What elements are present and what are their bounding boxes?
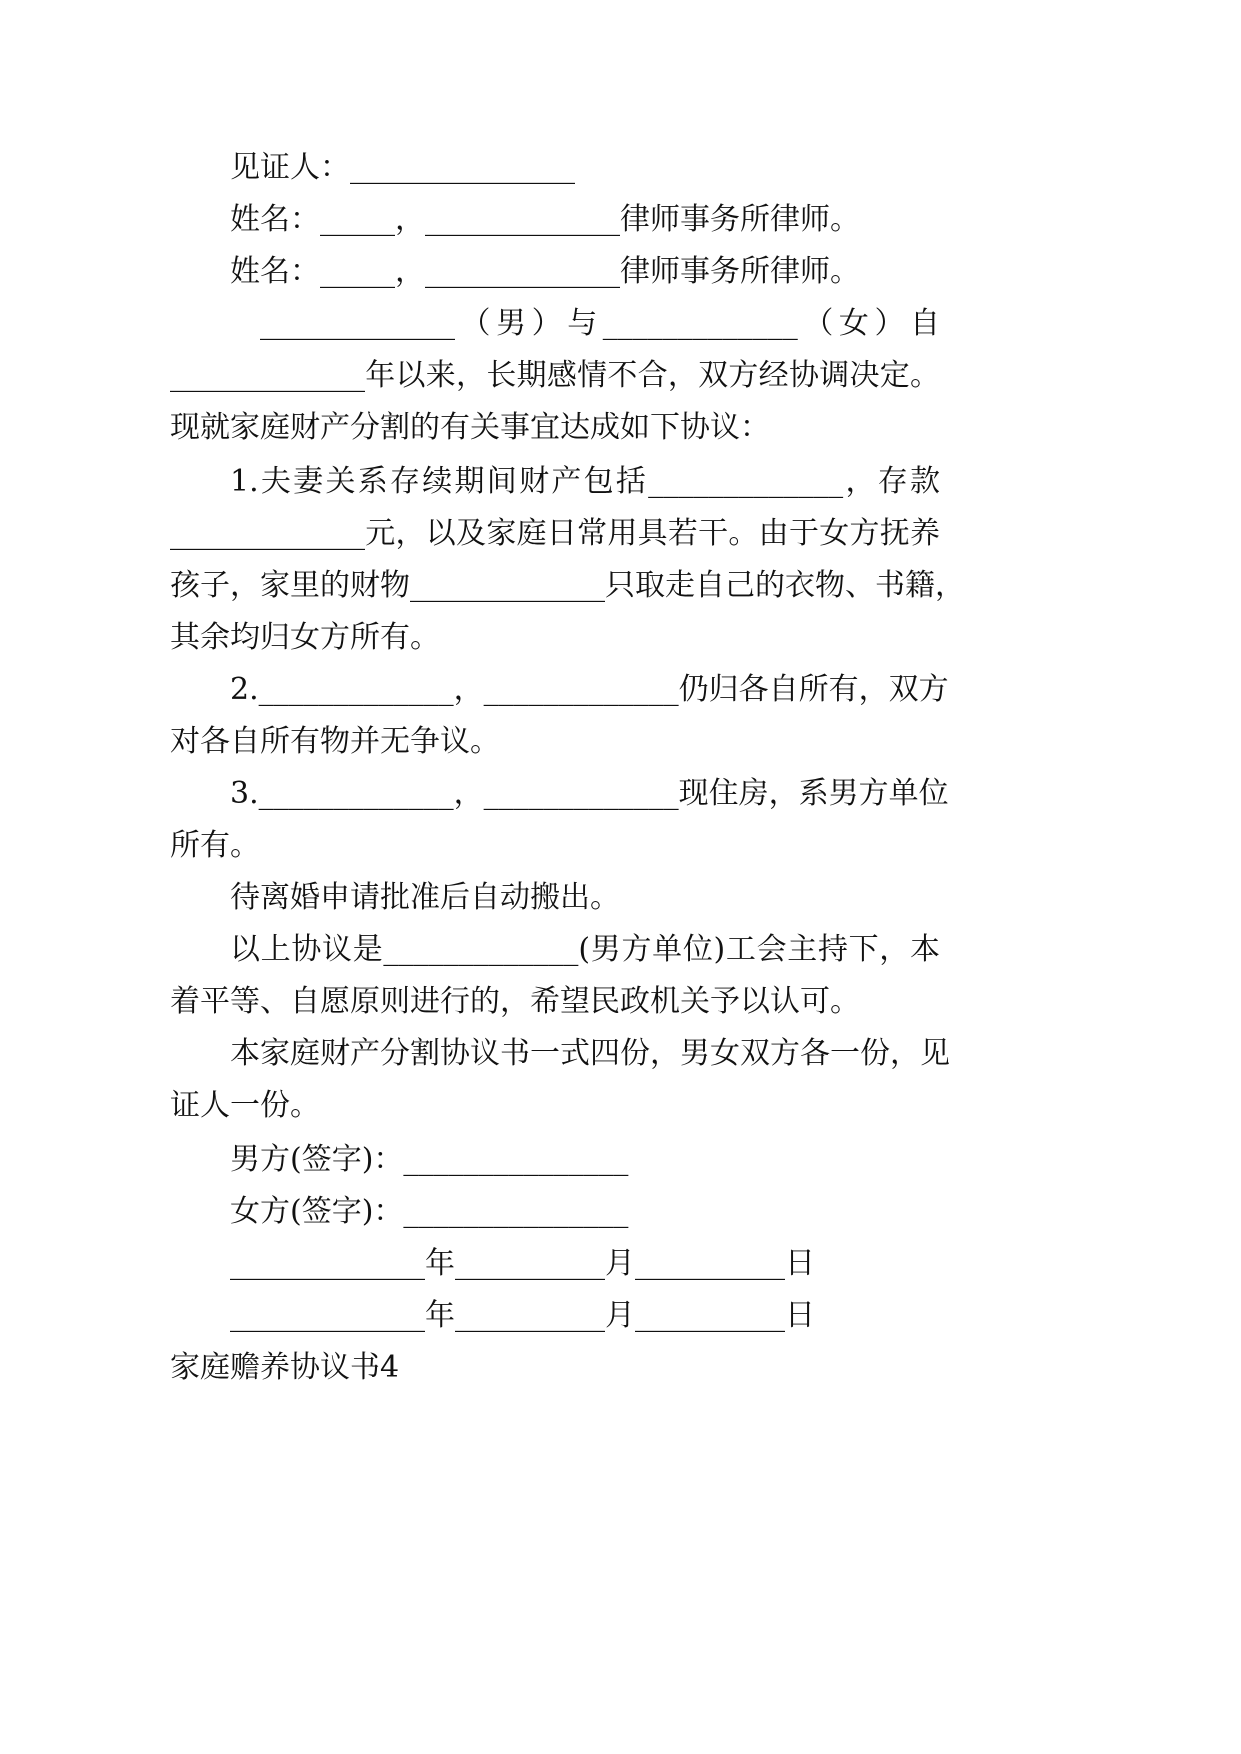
date-line-2: _____________年__________月__________日 (230, 1298, 815, 1333)
item3-line-1: 3._____________，_____________现住房，系男方单位 (230, 776, 949, 811)
copies-line-1: 本家庭财产分割协议书一式四份，男女双方各一份，见 (230, 1036, 950, 1071)
intro-line-3: 现就家庭财产分割的有关事宜达成如下协议： (170, 410, 770, 445)
intro-line-1: _____________（男）与_____________（女）自 (260, 306, 940, 341)
move-out-line: 待离婚申请批准后自动搬出。 (230, 880, 620, 915)
item1-line-4: 其余均归女方所有。 (170, 620, 440, 655)
male-signature-line: 男方(签字)：_______________ (230, 1142, 629, 1177)
item1-line-2: _____________元，以及家庭日常用具若干。由于女方抚养 (170, 516, 940, 551)
item2-line-2: 对各自所有物并无争议。 (170, 724, 500, 759)
witness-line: 见证人：_______________ (230, 150, 575, 185)
lawyer-line-1: 姓名：_____，_____________律师事务所律师。 (230, 202, 860, 237)
item2-line-1: 2._____________，_____________仍归各自所有，双方 (230, 672, 949, 707)
item3-line-2: 所有。 (170, 828, 260, 863)
item1-line-3: 孩子，家里的财物_____________只取走自己的衣物、书籍， (170, 568, 965, 603)
female-signature-line: 女方(签字)：_______________ (230, 1194, 629, 1229)
next-section-heading: 家庭赡养协议书4 (170, 1350, 400, 1385)
intro-line-2: _____________年以来，长期感情不合，双方经协调决定。 (170, 358, 940, 393)
approval-line-2: 着平等、自愿原则进行的，希望民政机关予以认可。 (170, 984, 860, 1019)
approval-line-1: 以上协议是_____________(男方单位)工会主持下，本 (230, 932, 940, 967)
lawyer-line-2: 姓名：_____，_____________律师事务所律师。 (230, 254, 860, 289)
date-line-1: _____________年__________月__________日 (230, 1246, 815, 1281)
item1-line-1: 1.夫妻关系存续期间财产包括_____________，存款 (230, 464, 940, 499)
copies-line-2: 证人一份。 (170, 1088, 320, 1123)
